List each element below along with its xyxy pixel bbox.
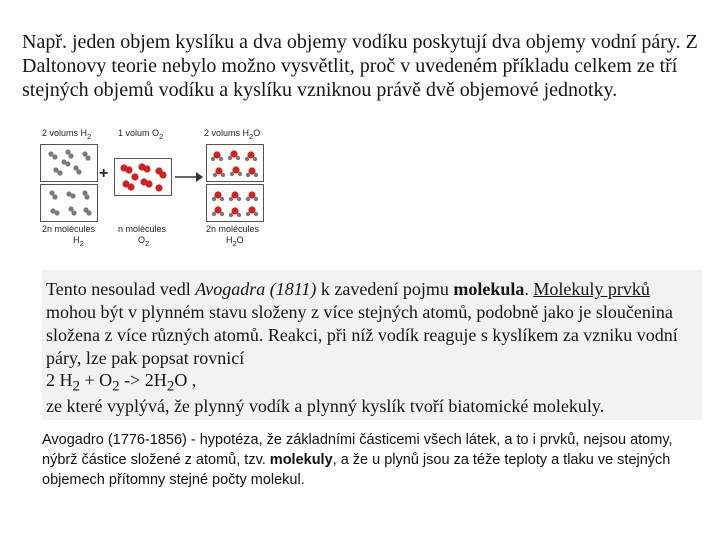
reaction-volume-diagram: [34, 122, 284, 252]
plus-sign: +: [99, 165, 109, 182]
excerpt-line-3: složena z více různých atomů. Reakci, při níž vodík reaguje s kyslíkem za vzniku vodní: [46, 325, 678, 345]
intro-paragraph: Např. jeden objem kyslíku a dva objemy vodíku poskytují dva objemy vodní páry. Z Daltonovy teorie nebylo možno vysvětlit, proč v uvedeném příkladu celkem ze tří stejných objemů vodíku a kyslíku vzniknou právě dvě objemové jednotky.: [22, 31, 698, 101]
label-o2-molecules: n molécules $O_2$: [118, 224, 167, 248]
h2o-volume-box-1: [206, 144, 264, 182]
label-h2o-volumes: 2 volums $H_2O$: [204, 128, 261, 141]
avogadro-note: Avogadro (1776-1856) - hypotéza, že základními částicemi všech látek, a to i prvků, nejsou atomy, nýbrž částice složené z atomů, tzv. molekuly, a že u plynů jsou za téže teploty a tlaku ve stejných objemech přítomny stejné počty molekul.: [42, 432, 673, 488]
excerpt-line-2: mohou být v plynném stavu složeny z více stejných atomů, podobně jako je sloučenina: [46, 302, 673, 322]
hydrogen-molecules-icon: [41, 145, 97, 181]
label-h2-molecules: 2n molécules $H_2$: [42, 224, 96, 248]
label-h2o-molecules: 2n molécules $H_2O$: [206, 224, 260, 248]
avogadro-excerpt: [42, 270, 702, 420]
reaction-equation: 2 $H_2 + O_2 -> 2H_2O$ ,: [46, 370, 197, 395]
molekuly-term: molekuly: [269, 452, 333, 468]
excerpt-line-4: páry, lze pak popsat rovnicí: [46, 348, 245, 368]
label-h2-volumes: 2 volums $H_2$: [42, 128, 92, 141]
h2o-volume-box-2: [206, 184, 264, 222]
water-molecules-icon: [207, 185, 263, 221]
reaction-arrow-icon: [174, 170, 204, 184]
excerpt-line-1: Tento nesoulad vedl Avogadra (1811) k zavedení pojmu molekula. Molekuly prvků: [46, 279, 650, 299]
oxygen-molecules-icon: [115, 159, 171, 195]
o2-volume-box: [114, 158, 172, 196]
h2-volume-box-2: [40, 184, 98, 222]
h2-volume-box-1: [40, 144, 98, 182]
excerpt-line-6: ze které vyplývá, že plynný vodík a plynný kyslík tvoří biatomické molekuly.: [46, 396, 605, 416]
hydrogen-molecules-icon: [41, 185, 97, 221]
water-molecules-icon: [207, 145, 263, 181]
label-o2-volume: 1 volum $O_2$: [118, 128, 164, 141]
